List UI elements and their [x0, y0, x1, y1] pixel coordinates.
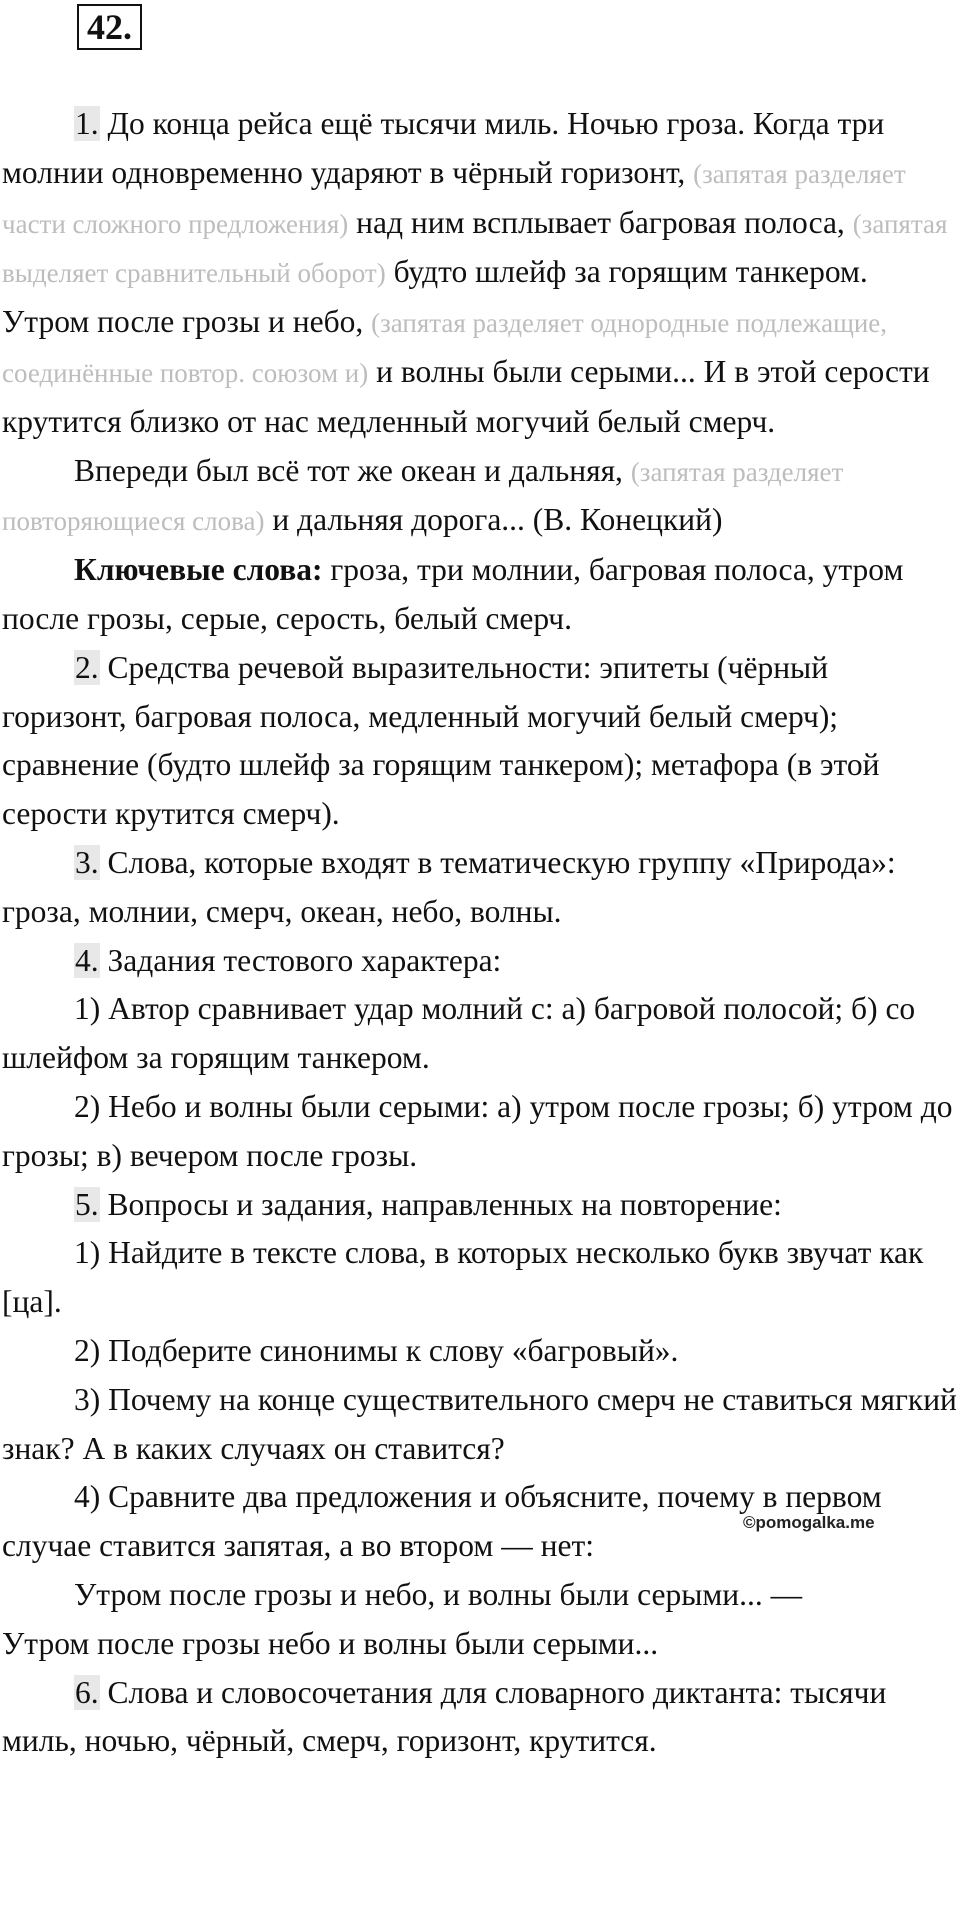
paragraph-1 — [2, 100, 960, 447]
paragraph-6 — [2, 1669, 960, 1767]
paragraph-4 — [2, 937, 960, 986]
question-item: 4) Сравните два предложения и объясните, почему в первом случае ставится запятая, а во втором — нет: — [2, 1479, 882, 1564]
dictation-text: Слова и словосочетания для словарного диктанта: тысячи миль, ночью, чёрный, смерч, горизонт, крутится. — [2, 1674, 887, 1759]
test-item: 1) Автор сравнивает удар молний с: а) багровой полосой; б) со шлейфом за горящим танкером. — [2, 991, 916, 1076]
item-number-4: 4. — [75, 942, 99, 978]
item-number-5: 5. — [75, 1186, 99, 1222]
question-item: 3) Почему на конце существительного смерч не ставиться мягкий знак? А в каких случаях он ставится? — [2, 1381, 957, 1466]
task-number-box — [77, 4, 142, 50]
watermark: ©pomogalka.me — [743, 1513, 875, 1532]
item-number-1: 1. — [75, 106, 99, 141]
keywords-paragraph — [2, 546, 960, 644]
paragraph-5 — [2, 1181, 960, 1230]
questions-heading: Вопросы и задания, направленных на повторение: — [99, 1186, 782, 1222]
example-sentence: Утром после грозы небо и волны были серыми... — [2, 1625, 659, 1661]
keywords-text: гроза, три молнии, багровая полоса, утром после грозы, серые, серость, белый смерч. — [2, 552, 904, 636]
question-item: 2) Подберите синонимы к слову «багровый». — [74, 1332, 679, 1368]
item-number-2: 2. — [75, 649, 99, 685]
text-fragment: и волны были серыми... И в этой серости крутится близко от нас медленный могучий белый смерч. — [2, 353, 930, 439]
punctuation-note: (запятая выделяет сравнительный оборот) — [2, 208, 948, 289]
punctuation-note: (запятая разделяет повторяющиеся слова) — [2, 456, 844, 537]
item-number-6: 6. — [75, 1674, 99, 1710]
punctuation-note: (запятая разделяет части сложного предложения) — [2, 158, 906, 239]
keywords-label: Ключевые слова: — [74, 552, 323, 588]
question-item: 1) Найдите в тексте слова, в которых несколько букв звучат как [ца]. — [2, 1235, 924, 1320]
text-fragment: будто шлейф за горящим танкером. Утром после грозы и небо, — [2, 254, 868, 340]
example-sentence: Утром после грозы и небо, и волны были серыми... — — [74, 1576, 803, 1612]
tests-heading: Задания тестового характера: — [99, 942, 502, 978]
test-item: 2) Небо и волны были серыми: а) утром после грозы; б) утром до грозы; в) вечером после грозы. — [2, 1088, 953, 1173]
paragraph-3 — [2, 839, 960, 937]
text-fragment: над ним всплывает багровая полоса, — [348, 204, 853, 240]
task-number: 42. — [87, 7, 132, 47]
means-text: Средства речевой выразительности: эпитеты (чёрный горизонт, багровая полоса, медленный могучий белый смерч); сравнение (будто шлейф за горящим танкером); метафора (в этой серости крутится смерч). — [2, 649, 880, 832]
text-fragment: и дальняя дорога... (В. Конецкий) — [264, 502, 723, 538]
text-fragment: Впереди был всё тот же океан и дальняя, — [74, 452, 631, 488]
punctuation-note: (запятая разделяет однородные подлежащие, соединённые повтор. союзом и) — [2, 308, 888, 388]
item-number-3: 3. — [75, 844, 99, 880]
text-fragment: До конца рейса ещё тысячи миль. Ночью гроза. Когда три молнии одновременно ударяют в чёрный горизонт, — [2, 106, 885, 190]
paragraph-2 — [2, 447, 960, 547]
theme-text: Слова, которые входят в тематическую группу «Природа»: гроза, молнии, смерч, океан, небо, волны. — [2, 844, 896, 929]
paragraph-means — [2, 644, 960, 839]
